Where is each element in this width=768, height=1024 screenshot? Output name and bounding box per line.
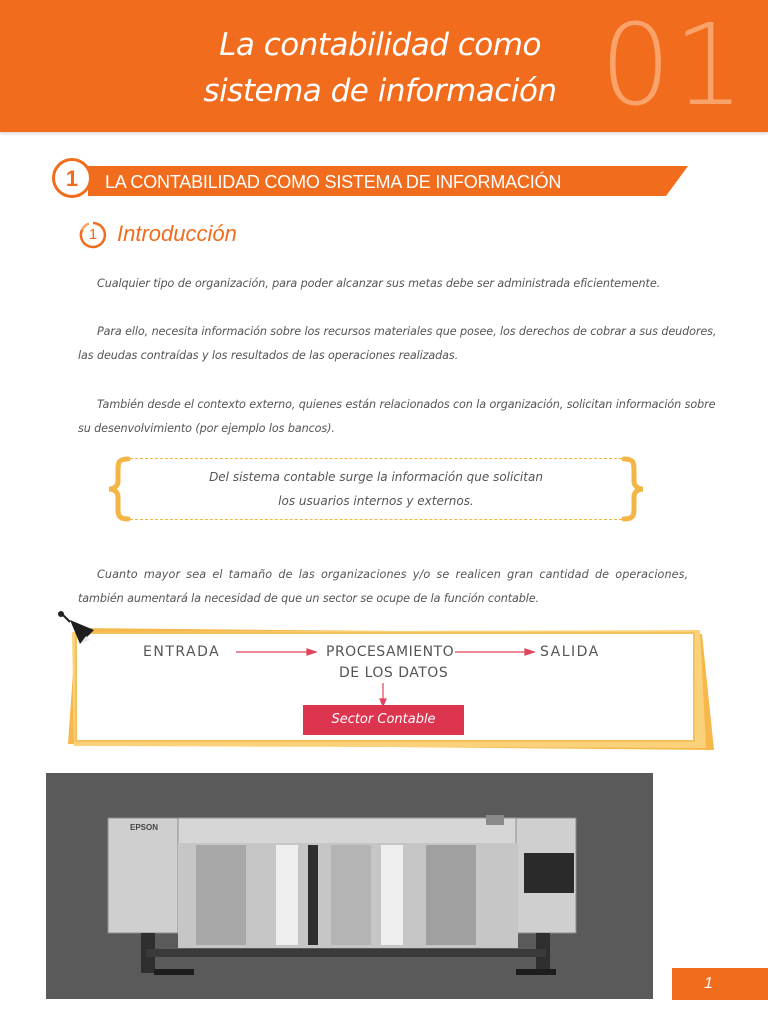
paragraph-1: [78, 272, 694, 296]
highlight-quote: [108, 455, 644, 523]
chapter-header: [0, 0, 768, 132]
subsection-title: Introducción: [117, 221, 237, 246]
printer-brand: EPSON: [130, 823, 159, 832]
paragraph-3-line1: También desde el contexto externo, quienes están relacionados con la organización, solicitan información sobre: [97, 398, 716, 411]
flow-input-label: ENTRADA: [143, 644, 221, 660]
paragraph-4-line1: Cuanto mayor sea el tamaño de las organizaciones y/o se realicen gran cantidad de operaciones,: [97, 568, 689, 581]
page-number-tab: [672, 968, 768, 1000]
flow-process-label-line1: PROCESAMIENTO: [326, 644, 455, 660]
chapter-title-line1: La contabilidad como: [219, 27, 541, 63]
flow-output-label: SALIDA: [540, 644, 600, 660]
paragraph-3: [78, 393, 716, 441]
section-number: 1: [65, 166, 79, 191]
chapter-title: [170, 22, 590, 114]
flow-process-label-line2: DE LOS DATOS: [339, 665, 449, 681]
pin-lamp-icon: [56, 610, 98, 650]
printer-photo: [46, 773, 653, 999]
quote-bottom-dashes: [130, 519, 622, 520]
section-title: LA CONTABILIDAD COMO SISTEMA DE INFORMACIÓN: [105, 172, 562, 192]
printer-illustration: [46, 773, 653, 999]
paragraph-2-line1: Para ello, necesita información sobre los recursos materiales que posee, los derechos de cobrar a sus deudores,: [97, 325, 717, 338]
page-number: 1: [704, 975, 713, 992]
quote-top-dashes: [130, 458, 622, 459]
subsection-number: 1: [88, 226, 98, 243]
paragraph-4-line2: también aumentará la necesidad de que un sector se ocupe de la función contable.: [78, 592, 539, 605]
quote-line1: Del sistema contable surge la información que solicitan: [209, 470, 543, 484]
paragraph-2-line2: las deudas contraídas y los resultados de las operaciones realizadas.: [78, 349, 459, 362]
section-number-badge: [52, 158, 92, 198]
subsection-number-icon: [79, 221, 107, 249]
paragraph-1-line: Cualquier tipo de organización, para poder alcanzar sus metas debe ser administrada eficientemente.: [97, 277, 661, 290]
paragraph-2: [78, 320, 717, 368]
sector-contable-box: Sector Contable: [303, 705, 464, 735]
chapter-number: 01: [600, 1, 747, 131]
paragraph-4: [78, 563, 694, 611]
chapter-title-line2: sistema de información: [203, 73, 557, 109]
quote-line2: los usuarios internos y externos.: [278, 494, 474, 508]
section-banner: [88, 166, 688, 196]
paragraph-3-line2: su desenvolvimiento (por ejemplo los bancos).: [78, 422, 335, 435]
